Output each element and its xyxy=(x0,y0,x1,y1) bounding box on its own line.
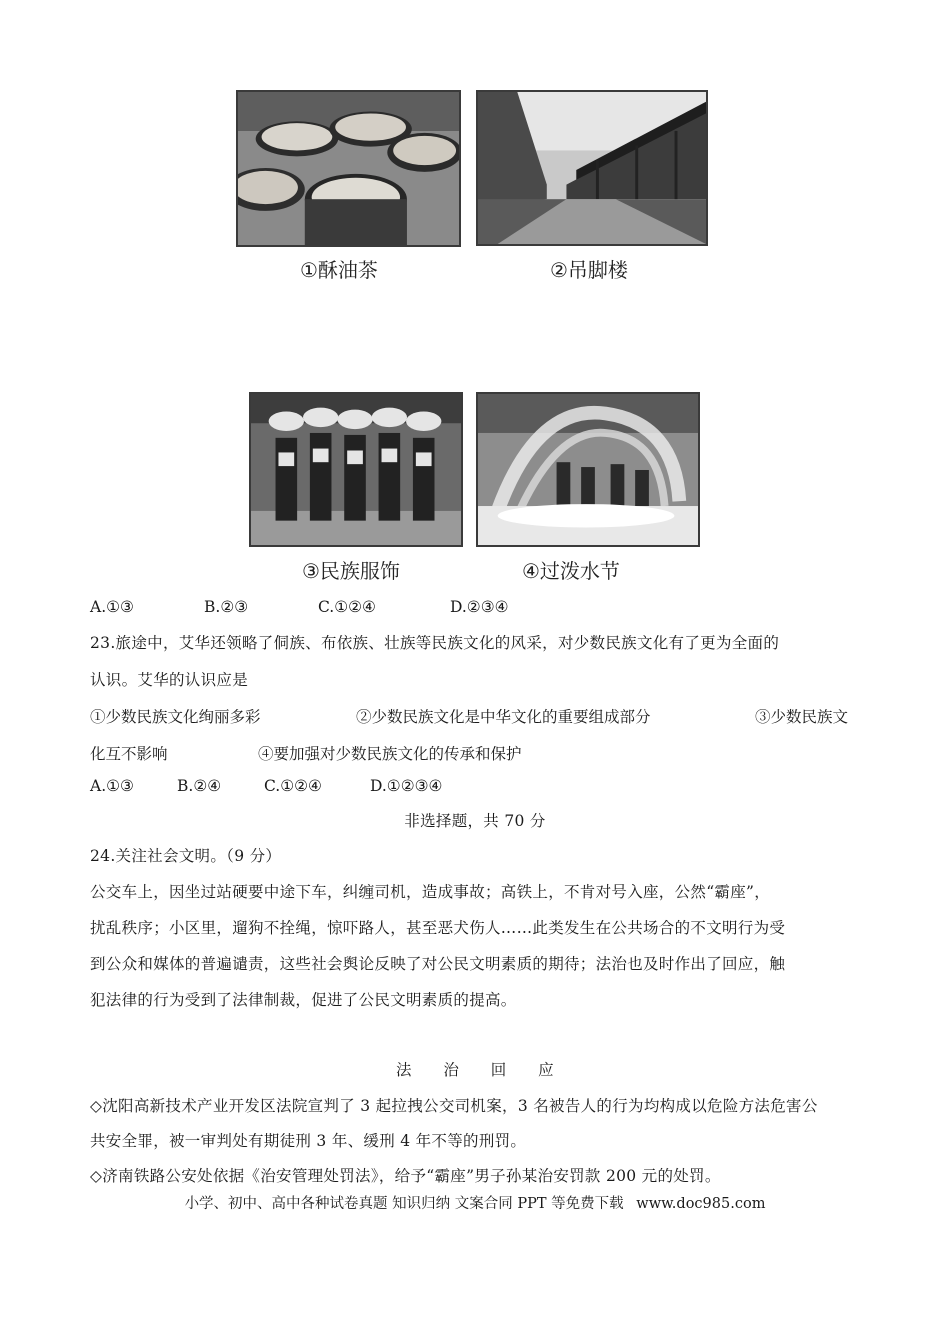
page-footer xyxy=(0,1192,950,1213)
q23-option-d: D.①②③④ xyxy=(370,777,443,795)
q23-item-3: ③少数民族文 xyxy=(755,708,849,726)
q23-option-c: C.①②④ xyxy=(264,777,322,795)
q23-item-4: ④要加强对少数民族文化的传承和保护 xyxy=(258,745,522,763)
q23-option-b: B.②④ xyxy=(177,777,222,795)
q23-stem-line1: 23.旅途中，艾华还领略了侗族、布依族、壮族等民族文化的风采，对少数民族文化有了更为全面的 xyxy=(90,634,780,652)
q23-item-3-cont: 化互不影响 xyxy=(90,745,168,763)
figure-caption-4: ④过泼水节 xyxy=(522,559,620,583)
butter-tea-photo xyxy=(236,90,461,247)
q23-stem-line2: 认识。艾华的认识应是 xyxy=(90,671,249,689)
figure-caption-1: ①酥油茶 xyxy=(300,258,378,282)
ethnic-costume-photo xyxy=(249,392,463,547)
q23-item-1: ①少数民族文化绚丽多彩 xyxy=(90,708,261,726)
q23-option-a: A.①③ xyxy=(90,777,134,795)
q22-option-d: D.②③④ xyxy=(450,598,509,616)
footer-link[interactable]: www.doc985.com xyxy=(636,1196,766,1212)
legal-response-item1-line1: ◇沈阳高新技术产业开发区法院宣判了 3 起拉拽公交司机案，3 名被告人的行为均构成以危险方法危害公 xyxy=(90,1097,818,1115)
section-title: 非选择题，共 70 分 xyxy=(404,812,546,830)
q22-option-a: A.①③ xyxy=(90,598,134,616)
legal-response-item2: ◇济南铁路公安处依据《治安管理处罚法》，给予“霸座”男子孙某治安罚款 200 元的处罚。 xyxy=(90,1167,721,1185)
figure-caption-2: ②吊脚楼 xyxy=(550,258,628,282)
q22-option-c: C.①②④ xyxy=(318,598,376,616)
stilt-house-photo xyxy=(476,90,708,246)
figure-caption-3: ③民族服饰 xyxy=(302,559,400,583)
q24-para-line2: 扰乱秩序；小区里，遛狗不拴绳，惊吓路人，甚至恶犬伤人……此类发生在公共场合的不文明行为受 xyxy=(90,919,786,937)
q24-para-line4: 犯法律的行为受到了法律制裁，促进了公民文明素质的提高。 xyxy=(90,991,517,1009)
q22-option-b: B.②③ xyxy=(204,598,249,616)
q24-para-line1: 公交车上，因坐过站硬要中途下车，纠缠司机，造成事故；高铁上，不肯对号入座，公然“霸座”， xyxy=(90,883,771,901)
footer-text: 小学、初中、高中各种试卷真题 知识归纳 文案合同 PPT 等免费下载 xyxy=(184,1196,624,1212)
legal-response-item1-line2: 共安全罪，被一审判处有期徒刑 3 年、缓刑 4 年不等的刑罚。 xyxy=(90,1132,527,1150)
water-festival-photo xyxy=(476,392,700,547)
q23-item-2: ②少数民族文化是中华文化的重要组成部分 xyxy=(356,708,651,726)
q24-title: 24.关注社会文明。（9 分） xyxy=(90,847,282,865)
q24-para-line3: 到公众和媒体的普遍谴责，这些社会舆论反映了对公民文明素质的期待；法治也及时作出了回应，触 xyxy=(90,955,786,973)
legal-response-title: 法 治 回 应 xyxy=(395,1061,554,1079)
